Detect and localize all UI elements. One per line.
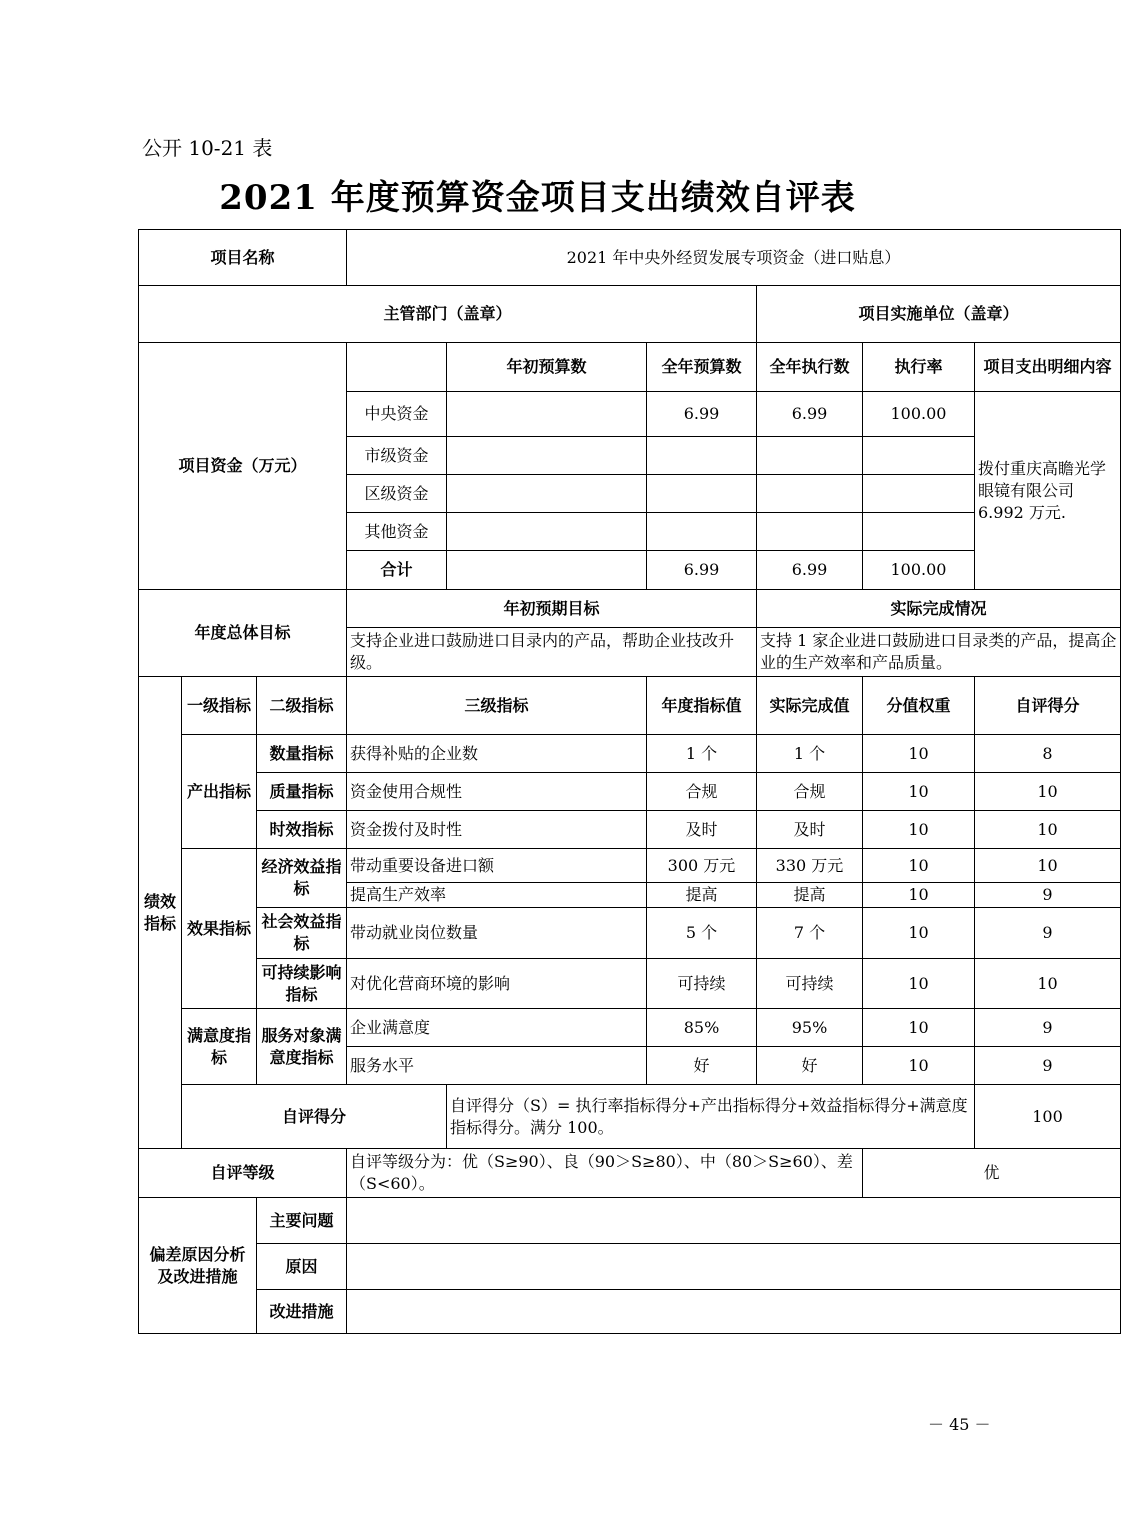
fund-row-budget: 6.99 — [647, 392, 757, 437]
performance-table — [138, 229, 1121, 1334]
indicator-actual: 可持续 — [757, 959, 863, 1009]
fund-row-rate: 100.00 — [863, 392, 975, 437]
self-grade-desc: 自评等级分为：优（S≥90）、良（90＞S≥80）、中（80＞S≥60）、差（S<60）。 — [347, 1149, 863, 1198]
fund-row-initial — [447, 392, 647, 437]
level2-timeliness: 时效指标 — [257, 811, 347, 849]
document-title: 2021 年度预算资金项目支出绩效自评表 — [219, 178, 856, 218]
indicator-target: 好 — [647, 1047, 757, 1085]
indicator-score: 10 — [975, 773, 1121, 811]
funds-label: 项目资金（万元） — [139, 343, 347, 590]
indicator-weight: 10 — [863, 849, 975, 883]
self-grade-value: 优 — [863, 1149, 1121, 1198]
fund-row-initial — [447, 437, 647, 475]
level2-quantity: 数量指标 — [257, 735, 347, 773]
deviation-item-value — [347, 1290, 1121, 1334]
indicator-name: 资金拨付及时性 — [347, 811, 647, 849]
goal-expected: 支持企业进口鼓励进口目录内的产品，帮助企业技改升级。 — [347, 628, 757, 677]
perf-label: 绩效指标 — [139, 677, 182, 1149]
indicator-actual: 7 个 — [757, 908, 863, 959]
fund-row-name: 中央资金 — [347, 392, 447, 437]
fund-row-initial — [447, 475, 647, 513]
perf-header-level1: 一级指标 — [182, 677, 257, 735]
deviation-item-name: 改进措施 — [257, 1290, 347, 1334]
indicator-weight: 10 — [863, 735, 975, 773]
level2-social: 社会效益指标 — [257, 908, 347, 959]
indicator-target: 及时 — [647, 811, 757, 849]
fund-row-name: 其他资金 — [347, 513, 447, 551]
self-score-total: 100 — [975, 1085, 1121, 1149]
funds-header-blank — [347, 343, 447, 392]
fund-row-initial — [447, 513, 647, 551]
indicator-weight: 10 — [863, 1009, 975, 1047]
perf-header-target: 年度指标值 — [647, 677, 757, 735]
level1-effect: 效果指标 — [182, 849, 257, 1009]
fund-row-rate — [863, 475, 975, 513]
perf-header-score: 自评得分 — [975, 677, 1121, 735]
deviation-label: 偏差原因分析及改进措施 — [139, 1198, 257, 1334]
indicator-weight: 10 — [863, 811, 975, 849]
indicator-name: 服务水平 — [347, 1047, 647, 1085]
indicator-name: 获得补贴的企业数 — [347, 735, 647, 773]
project-name-value: 2021 年中央外经贸发展专项资金（进口贴息） — [347, 230, 1121, 286]
fund-row-exec — [757, 437, 863, 475]
fund-row-budget — [647, 475, 757, 513]
indicator-weight: 10 — [863, 773, 975, 811]
indicator-actual: 1 个 — [757, 735, 863, 773]
fund-detail: 拨付重庆高瞻光学眼镜有限公司 6.992 万元. — [975, 392, 1121, 590]
perf-header-level2: 二级指标 — [257, 677, 347, 735]
level2-economic: 经济效益指标 — [257, 849, 347, 908]
indicator-score: 9 — [975, 883, 1121, 908]
fund-row-budget — [647, 437, 757, 475]
fund-row-budget — [647, 513, 757, 551]
level2-service-satisfaction: 服务对象满意度指标 — [257, 1009, 347, 1085]
fund-row-rate — [863, 437, 975, 475]
level2-quality: 质量指标 — [257, 773, 347, 811]
goal-label: 年度总体目标 — [139, 590, 347, 677]
perf-header-level3: 三级指标 — [347, 677, 647, 735]
form-number: 公开 10-21 表 — [142, 136, 273, 160]
indicator-weight: 10 — [863, 959, 975, 1009]
indicator-name: 提高生产效率 — [347, 883, 647, 908]
indicator-score: 9 — [975, 1009, 1121, 1047]
indicator-weight: 10 — [863, 908, 975, 959]
project-name-label: 项目名称 — [139, 230, 347, 286]
deviation-item-value — [347, 1198, 1121, 1244]
indicator-target: 合规 — [647, 773, 757, 811]
indicator-name: 资金使用合规性 — [347, 773, 647, 811]
self-score-label: 自评得分 — [182, 1085, 447, 1149]
fund-row-initial — [447, 551, 647, 590]
goal-expected-header: 年初预期目标 — [347, 590, 757, 628]
indicator-score: 10 — [975, 811, 1121, 849]
indicator-score: 8 — [975, 735, 1121, 773]
indicator-name: 带动就业岗位数量 — [347, 908, 647, 959]
fund-row-exec: 6.99 — [757, 392, 863, 437]
indicator-name: 企业满意度 — [347, 1009, 647, 1047]
funds-header-initial: 年初预算数 — [447, 343, 647, 392]
fund-row-name: 区级资金 — [347, 475, 447, 513]
self-grade-label: 自评等级 — [139, 1149, 347, 1198]
indicator-name: 对优化营商环境的影响 — [347, 959, 647, 1009]
funds-header-exec: 全年执行数 — [757, 343, 863, 392]
fund-row-name: 合计 — [347, 551, 447, 590]
indicator-actual: 330 万元 — [757, 849, 863, 883]
indicator-score: 10 — [975, 849, 1121, 883]
indicator-score: 9 — [975, 1047, 1121, 1085]
indicator-actual: 好 — [757, 1047, 863, 1085]
fund-row-exec — [757, 475, 863, 513]
indicator-target: 可持续 — [647, 959, 757, 1009]
fund-row-rate — [863, 513, 975, 551]
fund-row-rate: 100.00 — [863, 551, 975, 590]
perf-header-weight: 分值权重 — [863, 677, 975, 735]
page-number: － 45 － — [928, 1415, 991, 1434]
indicator-target: 85% — [647, 1009, 757, 1047]
indicator-actual: 95% — [757, 1009, 863, 1047]
funds-header-detail: 项目支出明细内容 — [975, 343, 1121, 392]
level2-sustainable: 可持续影响指标 — [257, 959, 347, 1009]
indicator-score: 10 — [975, 959, 1121, 1009]
fund-row-budget: 6.99 — [647, 551, 757, 590]
indicator-score: 9 — [975, 908, 1121, 959]
indicator-name: 带动重要设备进口额 — [347, 849, 647, 883]
indicator-weight: 10 — [863, 1047, 975, 1085]
indicator-target: 提高 — [647, 883, 757, 908]
self-score-desc: 自评得分（S）= 执行率指标得分+产出指标得分+效益指标得分+满意度指标得分。满分 100。 — [447, 1085, 975, 1149]
deviation-item-value — [347, 1244, 1121, 1290]
indicator-target: 1 个 — [647, 735, 757, 773]
indicator-weight: 10 — [863, 883, 975, 908]
unit-label: 项目实施单位（盖章） — [757, 286, 1121, 343]
funds-header-rate: 执行率 — [863, 343, 975, 392]
goal-actual-header: 实际完成情况 — [757, 590, 1121, 628]
indicator-actual: 提高 — [757, 883, 863, 908]
indicator-actual: 及时 — [757, 811, 863, 849]
deviation-item-name: 主要问题 — [257, 1198, 347, 1244]
dept-label: 主管部门（盖章） — [139, 286, 757, 343]
indicator-target: 300 万元 — [647, 849, 757, 883]
deviation-item-name: 原因 — [257, 1244, 347, 1290]
goal-actual: 支持 1 家企业进口鼓励进口目录类的产品，提高企业的生产效率和产品质量。 — [757, 628, 1121, 677]
funds-header-budget: 全年预算数 — [647, 343, 757, 392]
level1-output: 产出指标 — [182, 735, 257, 849]
level1-satisfaction: 满意度指标 — [182, 1009, 257, 1085]
fund-row-name: 市级资金 — [347, 437, 447, 475]
fund-row-exec — [757, 513, 863, 551]
perf-header-actual: 实际完成值 — [757, 677, 863, 735]
indicator-actual: 合规 — [757, 773, 863, 811]
indicator-target: 5 个 — [647, 908, 757, 959]
fund-row-exec: 6.99 — [757, 551, 863, 590]
